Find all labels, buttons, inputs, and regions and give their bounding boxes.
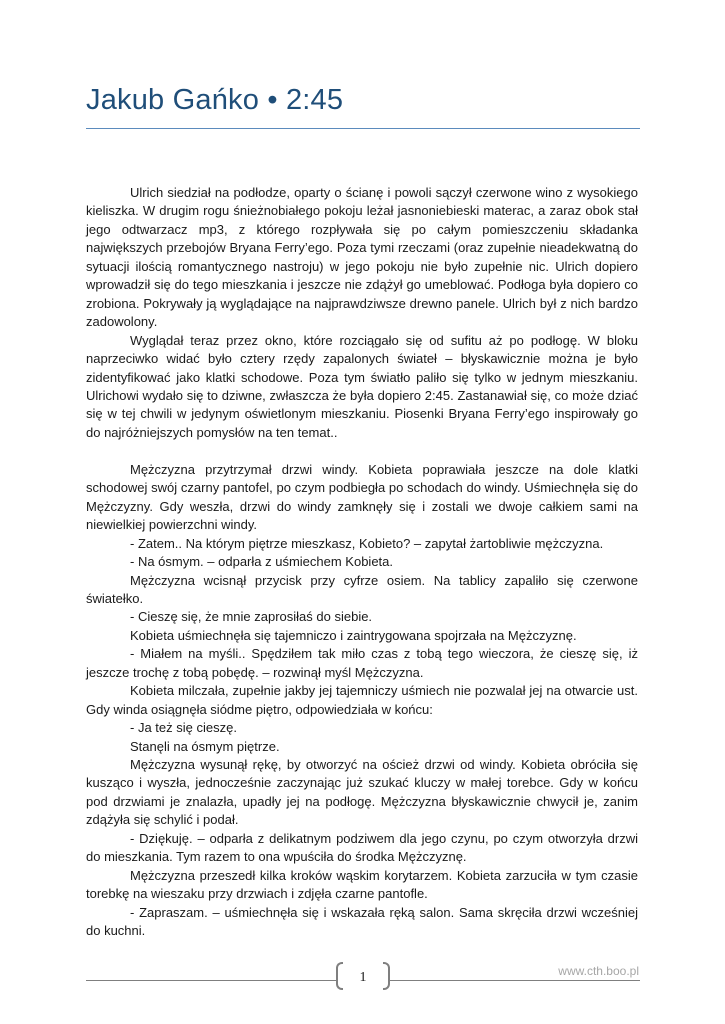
paragraph: Mężczyzna wcisnął przycisk przy cyfrze osiem. Na tablicy zapaliło się czerwone światełko.: [86, 572, 638, 606]
page-number-bracket-left: [336, 962, 343, 990]
page-number: 1: [359, 970, 367, 985]
dialogue-line: - Ja też się cieszę.: [130, 720, 237, 736]
page-number-bracket-right: [383, 962, 390, 990]
paragraph-1: Ulrich siedział na podłodze, oparty o ścianę i powoli sączył czerwone wino z wysokiego kieliszka. W drugim rogu śnieżnobiałego pokoju leżał jasnoniebieski materac, a zaraz obok stał jego odtwarzacz mp3, z którego rozpływała się po całym pomieszczeniu składanka największych przebojów Bryana Ferry’ego. Poza tymi rzeczami (oraz zupełnie nieadekwatną do sytuacji ilością romantycznego nastroju) w jego pokoju nie było zupełnie nic. Ulrich dopiero wprowadził się do tego mieszkania i jeszcze nie zdążył go umeblować. Podłoga była dopiero co zrobiona. Pokrywały ją wyglądające na najprawdziwsze drewno panele. Ulrich był z nich bardzo zadowolony.: [86, 185, 638, 330]
footer-divider-right: [390, 980, 640, 981]
dialogue-line: - Zapraszam. – uśmiechnęła się i wskazała ręką salon. Sama skręciła drzwi wcześniej do kuchni.: [86, 904, 638, 939]
story-text: [86, 184, 638, 941]
paragraph-blank: [86, 442, 638, 460]
dialogue-line: - Dziękuję. – odparła z delikatnym podziwem dla jego czynu, po czym otworzyła drzwi do mieszkania. Tym razem to ona wpuściła do środka Mężczyznę.: [86, 830, 638, 865]
paragraph: Mężczyzna wysunął rękę, by otworzyć na oścież drzwi od windy. Kobieta obróciła się kusząco i wyszła, jednocześnie zaczynając już szukać kluczy w małej torebce. Gdy w końcu pod drzwiami je znalazła, upadły jej na podłogę. Mężczyzna błyskawicznie chwycił je, zanim zdążyła się schylić i podał.: [86, 757, 638, 828]
footer-divider-left: [86, 980, 336, 981]
website-link[interactable]: www.cth.boo.pl: [558, 964, 639, 978]
dialogue-line: - Zatem.. Na którym piętrze mieszkasz, Kobieto? – zapytał żartobliwie mężczyzna.: [130, 535, 604, 551]
dialogue-line: - Miałem na myśli.. Spędziłem tak miło czas z tobą tego wieczora, że cieszę się, iż jeszcze trochę z tobą pobędę. – rozwinął myśl Mężczyzna.: [86, 646, 638, 680]
paragraph: Kobieta milczała, zupełnie jakby jej tajemniczy uśmiech nie pozwalał jej na otwarcie ust. Gdy winda osiągnęła siódme piętro, odpowiedziała w końcu:: [86, 683, 638, 717]
paragraph-4: Mężczyzna przytrzymał drzwi windy. Kobieta poprawiała jeszcze na dole klatki schodowej swój czarny pantofel, po czym podbiegła po schodach do windy. Uśmiechnęła się do Mężczyzny. Gdy weszła, drzwi do windy zamknęły się i zostali we dwoje całkiem sami na niewielkiej powierzchni windy.: [86, 461, 638, 533]
paragraph: Stanęli na ósmym piętrze.: [130, 738, 280, 754]
title-underline: [86, 128, 640, 129]
dialogue-line: - Cieszę się, że mnie zaprosiłaś do siebie.: [130, 609, 373, 625]
paragraph-2: Wyglądał teraz przez okno, które rozciągało się od sufitu aż po podłogę. W bloku naprzeciwko widać było cztery rzędy zapalonych świateł – błyskawicznie można je było zidentyfikować jako klatki schodowe. Poza tym światło paliło się tylko w jednym mieszkaniu. Ulrichowi wydało się to dziwne, zwłaszcza że była dopiero 2:45. Zastanawiał się, co może dziać się w tej chwili w jedynym oświetlonym mieszkaniu. Piosenki Bryana Ferry’ego inspirowały go do najróżniejszych pomysłów na ten temat..: [86, 332, 638, 440]
paragraph: Mężczyzna przeszedł kilka kroków wąskim korytarzem. Kobieta zarzuciła w tym czasie torebkę na wieszaku przy drzwiach i zdjęła czarne pantofle.: [86, 867, 638, 902]
dialogue-line: - Na ósmym. – odparła z uśmiechem Kobieta.: [130, 554, 393, 570]
page-title: Jakub Gańko • 2:45: [86, 84, 344, 116]
paragraph: Kobieta uśmiechnęła się tajemniczo i zaintrygowana spojrzała na Mężczyznę.: [130, 627, 577, 643]
